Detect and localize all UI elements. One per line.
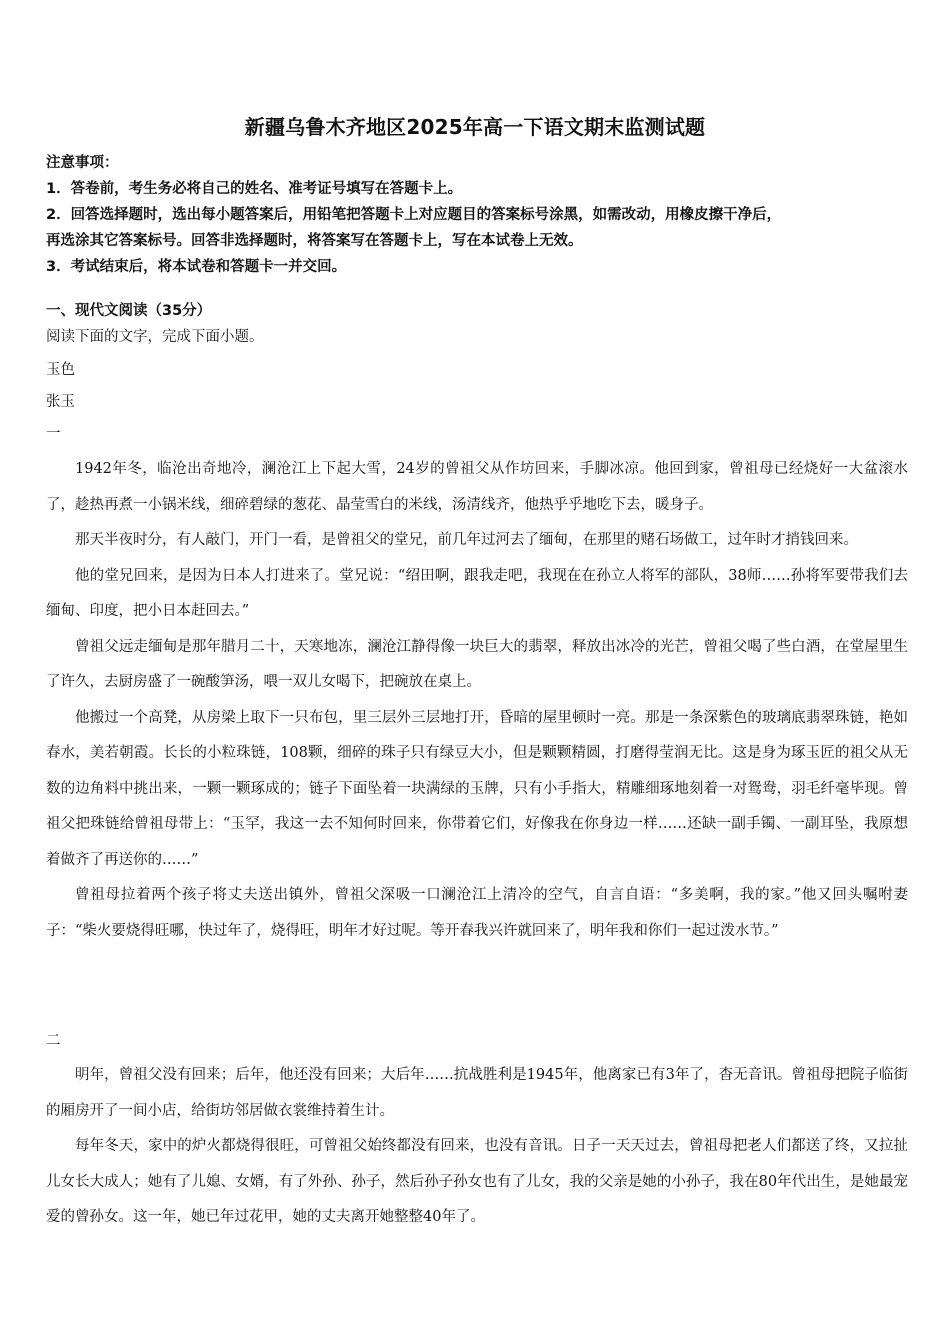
notice-item: 1．答卷前，考生务必将自己的姓名、准考证号填写在答题卡上。 <box>46 181 463 197</box>
section-header <box>46 298 916 450</box>
paragraph: 曾祖父远走缅甸是那年腊月二十，天寒地冻，澜沧江静得像一块巨大的翡翠，释放出冰冷的光芒，曾祖父喝了些白酒，在堂屋里生了许久，去厨房盛了一碗酸笋汤，喂一双儿女喝下，把碗放在桌上。 <box>46 638 908 690</box>
notice-item: 再选涂其它答案标号。回答非选择题时，将答案写在答题卡上，写在本试卷上无效。 <box>46 233 583 249</box>
part-marker-2: 二 <box>46 1033 61 1049</box>
paragraph: 他搬过一个高凳，从房梁上取下一只布包，里三层外三层地打开，昏暗的屋里顿时一亮。那是一条深紫色的玻璃底翡翠珠链，艳如春水，美若朝霞。长长的小粒珠链，108颗，细碎的珠子只有绿豆大小，但是颗颗精圆，打磨得莹润无比。这是身为琢玉匠的祖父从无数的边角料中挑出来，一颗一颗琢成的；链子下面坠着一块满绿的玉牌，只有小手指大，精雕细琢地刻着一对鸳鸯，羽毛纤毫毕现。曾祖父把珠链给曾祖母带上：“玉罕，我这一去不知何时回来，你带着它们，好像我在你身边一样……还缺一副手镯、一副耳坠，我原想着做齐了再送你的……” <box>46 709 908 868</box>
notice-item: 2．回答选择题时，选出每小题答案后，用铅笔把答题卡上对应题目的答案标号涂黑，如需改动，用橡皮擦干净后， <box>46 207 782 223</box>
paragraph: 明年，曾祖父没有回来；后年，他还没有回来；大后年……抗战胜利是1945年，他离家已有3年了，杳无音讯。曾祖母把院子临街的厢房开了一间小店，给街坊邻居做衣裳维持着生计。 <box>46 1067 908 1119</box>
notice-heading: 注意事项： <box>46 155 119 171</box>
paragraph: 那天半夜时分，有人敲门，开门一看，是曾祖父的堂兄，前几年过河去了缅甸，在那里的赌石场做工，过年时才捎钱回来。 <box>75 532 858 548</box>
paragraph: 每年冬天，家中的炉火都烧得很旺，可曾祖父始终都没有回来，也没有音讯。日子一天天过去，曾祖母把老人们都送了终，又拉扯儿女长大成人；她有了儿媳、女婿，有了外孙、孙子，然后孙子孙女也有了儿女，我的父亲是她的小孙子，我在80年代出生，是她最宠爱的曾孙女。这一年，她已年过花甲，她的丈夫离开她整整40年了。 <box>46 1138 908 1225</box>
part-marker-1: 一 <box>46 426 61 442</box>
section-heading: 一、现代文阅读（35分） <box>46 303 212 319</box>
paragraph: 1942年冬，临沧出奇地冷，澜沧江上下起大雪，24岁的曾祖父从作坊回来，手脚冰凉。他回到家，曾祖母已经烧好一大盆滚水了，趁热再煮一小锅米线，细碎碧绿的葱花、晶莹雪白的米线，汤清线齐，他热乎乎地吃下去，暖身子。 <box>46 461 908 513</box>
story-part-2 <box>46 1058 908 1236</box>
notice-block <box>46 150 916 280</box>
story-part-1 <box>46 452 908 949</box>
reading-instruction: 阅读下面的文字，完成下面小题。 <box>46 329 264 345</box>
page-title: 新疆乌鲁木齐地区2025年高一下语文期末监测试题 <box>244 115 706 139</box>
story-author: 张玉 <box>46 394 75 410</box>
paragraph: 曾祖母拉着两个孩子将丈夫送出镇外，曾祖父深吸一口澜沧江上清冷的空气，自言自语：“多美啊，我的家。”他又回头嘱咐妻子：“柴火要烧得旺哪，快过年了，烧得旺，明年才好过呢。等开春我兴许就回来了，明年我和你们一起过泼水节。” <box>46 887 908 939</box>
story-title: 玉色 <box>46 362 75 378</box>
paragraph: 他的堂兄回来，是因为日本人打进来了。堂兄说：“绍田啊，跟我走吧，我现在在孙立人将军的部队，38师……孙将军要带我们去缅甸、印度，把小日本赶回去。” <box>46 567 908 619</box>
notice-item: 3．考试结束后，将本试卷和答题卡一并交回。 <box>46 259 347 275</box>
